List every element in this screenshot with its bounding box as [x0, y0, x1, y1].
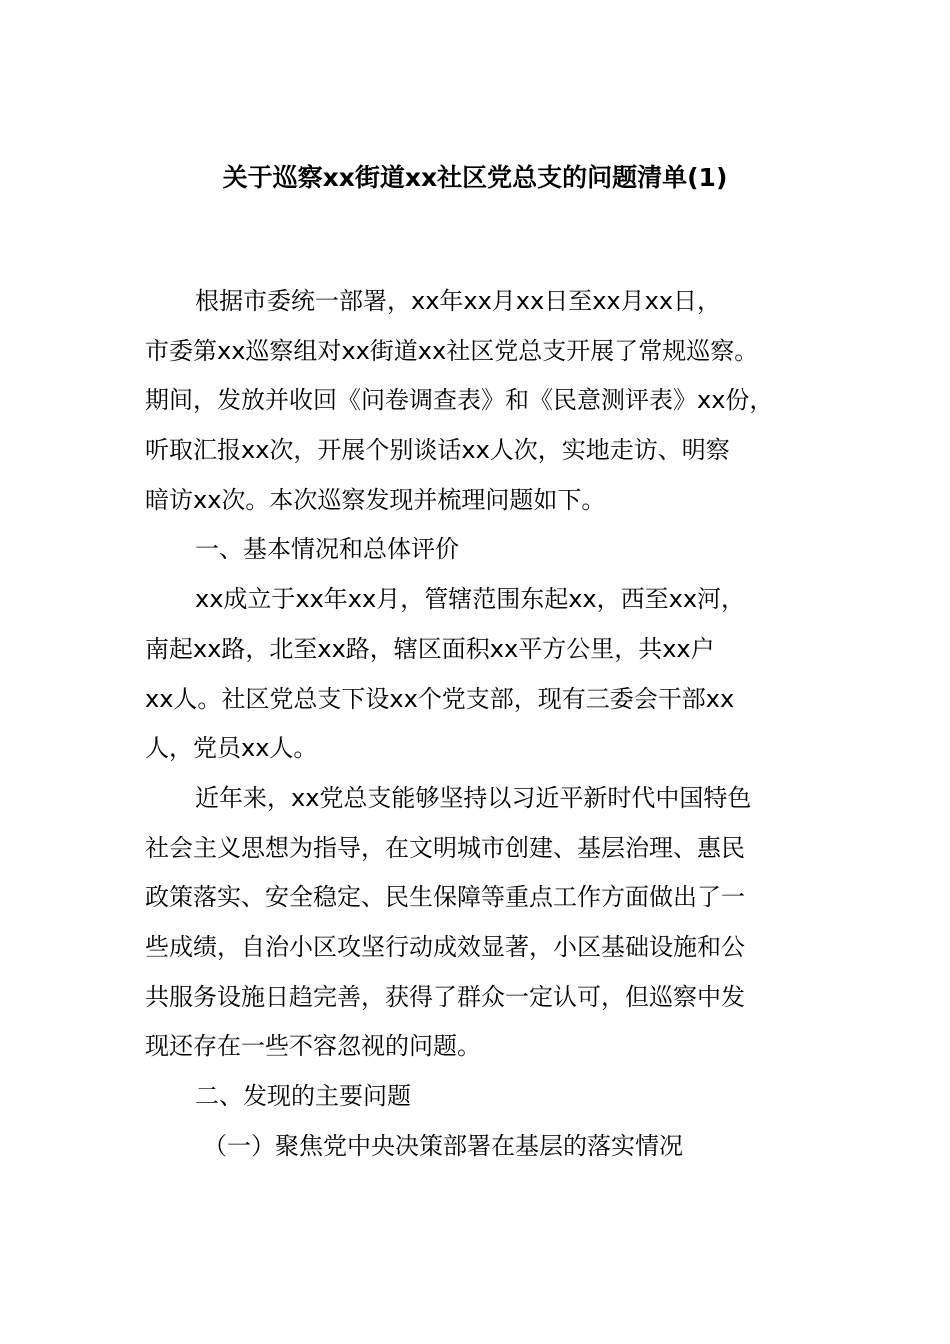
paragraph-line: 现还存在一些不容忽视的问题。 — [145, 1032, 481, 1061]
paragraph-line: 社会主义思想为指导，在文明城市创建、基层治理、惠民 — [145, 833, 745, 862]
paragraph-line: 人，党员xx人。 — [145, 734, 318, 763]
paragraph-line: 市委第xx巡察组对xx街道xx社区党总支开展了常规巡察。 — [145, 336, 759, 365]
paragraph-line: 听取汇报xx次，开展个别谈话xx人次，实地走访、明察 — [145, 436, 730, 465]
paragraph-line: 近年来，xx党总支能够坚持以习近平新时代中国特色 — [195, 783, 752, 812]
paragraph-line: 期间，发放并收回《问卷调查表》和《民意测评表》xx份， — [145, 386, 774, 415]
paragraph-line: 根据市委统一部署，xx年xx月xx日至xx月xx日， — [195, 287, 722, 315]
section-heading: 二、发现的主要问题 — [195, 1082, 411, 1110]
subsection-heading: （一）聚焦党中央决策部署在基层的落实情况 — [203, 1131, 683, 1160]
paragraph-line: 共服务设施日趋完善，获得了群众一定认可，但巡察中发 — [145, 982, 745, 1011]
paragraph-line: 南起xx路，北至xx路，辖区面积xx平方公里，共xx户 — [145, 634, 715, 663]
document-body — [145, 277, 845, 1171]
document-title: 关于巡察xx街道xx社区党总支的问题清单(1) — [222, 163, 728, 192]
paragraph-line: xx成立于xx年xx月，管辖范围东起xx，西至xx河， — [195, 585, 746, 614]
section-heading: 一、基本情况和总体评价 — [195, 535, 459, 564]
paragraph-line: 暗访xx次。本次巡察发现并梳理问题如下。 — [145, 485, 606, 514]
paragraph-line: 政策落实、安全稳定、民生保障等重点工作方面做出了一 — [145, 883, 745, 912]
paragraph-line: xx人。社区党总支下设xx个党支部，现有三委会干部xx — [145, 684, 735, 713]
paragraph-line: 些成绩，自治小区攻坚行动成效显著，小区基础设施和公 — [145, 932, 745, 961]
